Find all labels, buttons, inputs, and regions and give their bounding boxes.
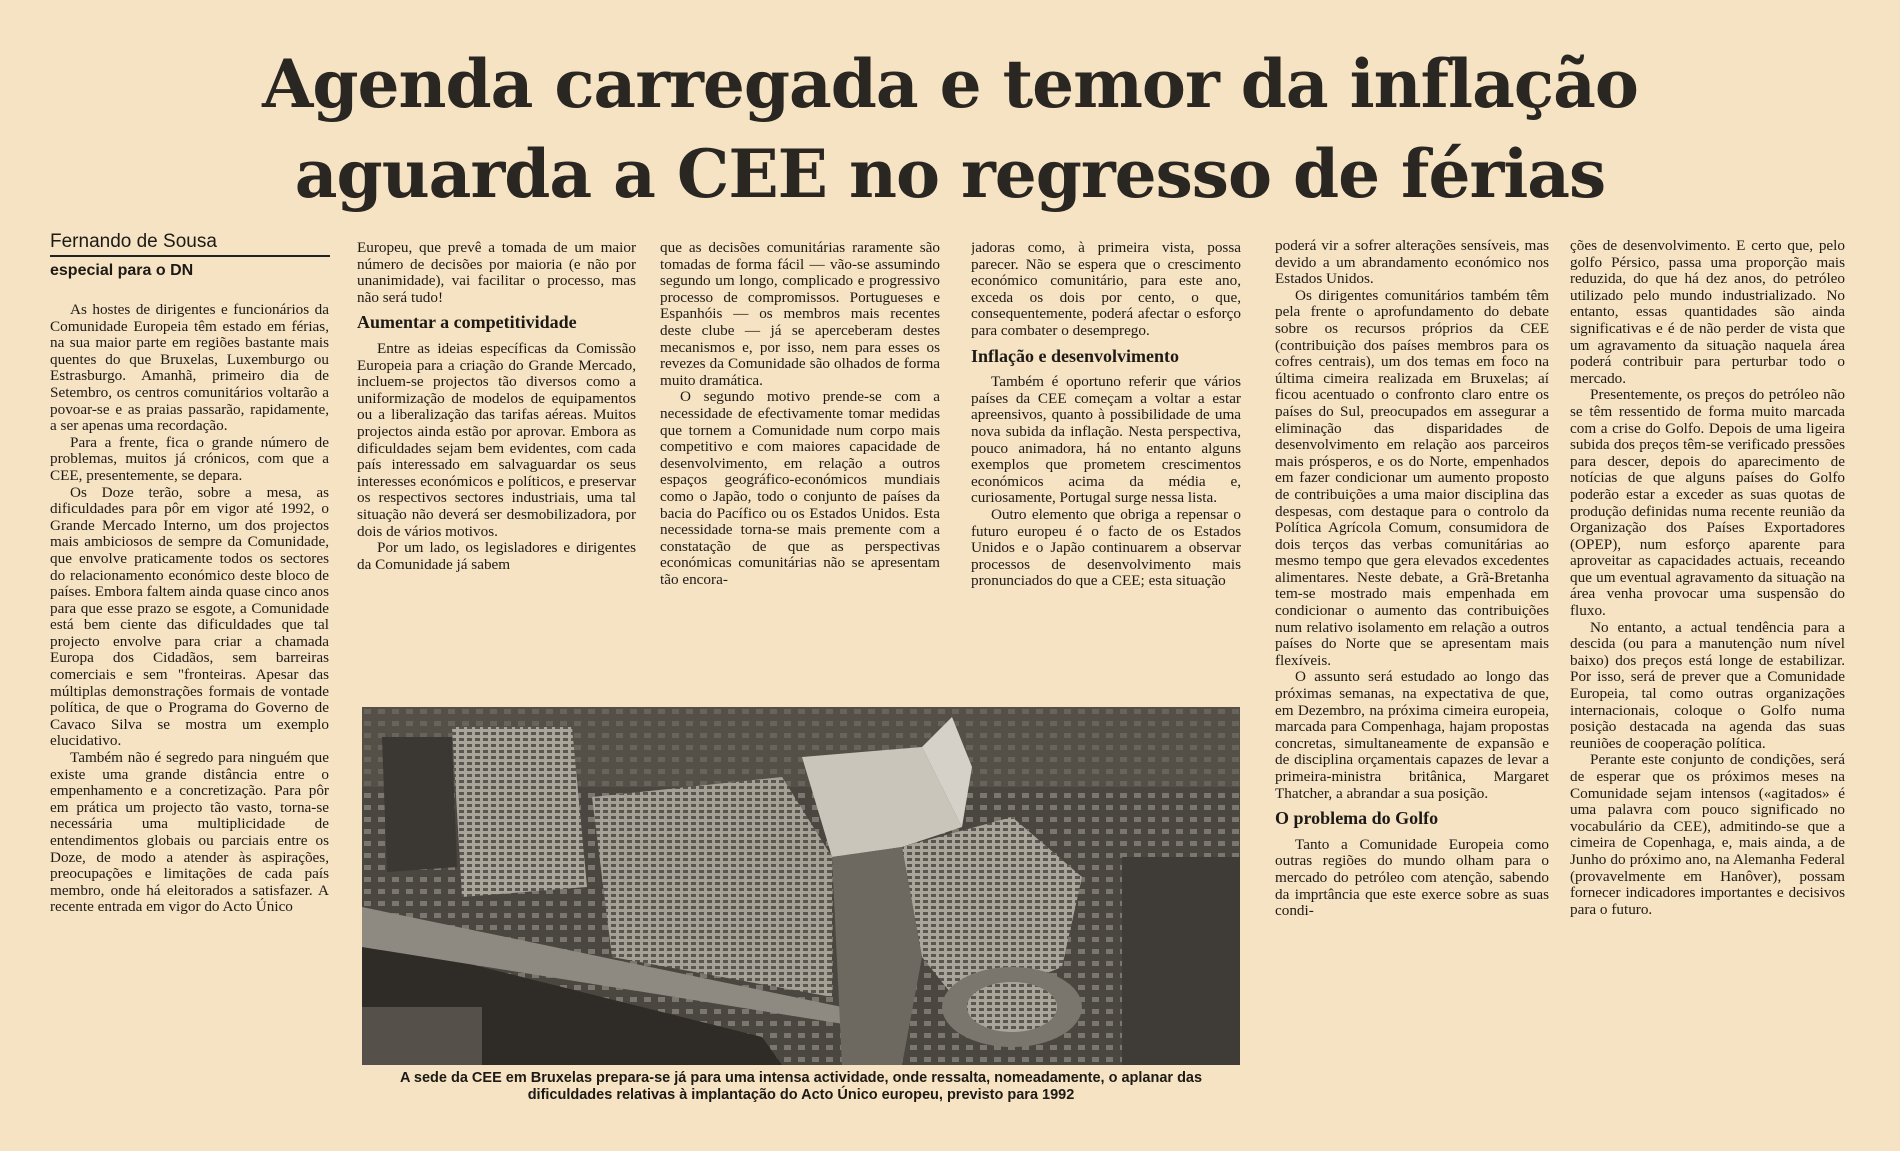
paragraph: No entanto, a actual tendência para a descida (ou para a manutenção num nível baixo) dos preços está longe de estabilizar. Por isso, será de prever que a Comunidade Europeia, tal como outras organizações internacionais, coloque o Golfo numa posição destacada na agenda das suas reuniões de cooperação política. [1570,618,1845,752]
aerial-building-image [362,707,1240,1065]
section-heading: Inflação e desenvolvimento [971,345,1179,366]
caption-line-2: dificuldades relativas à implantação do Acto Único europeu, previsto para 1992 [527,1087,1075,1103]
paragraph: Para a frente, fica o grande número de problemas, muitos já crónicos, com que a CEE, presentemente, se depara. [50,433,329,484]
headline-line-1: Agenda carregada e temor da inflação [262,45,1638,123]
paragraph: jadoras como, à primeira vista, possa parecer. Não se espera que o crescimento económico comunitário, para este ano, exceda os dois por cento, o que, consequentemente, poderá afectar o esforço para combater o desemprego. [971,240,1241,339]
paragraph: O segundo motivo prende-se com a necessidade de efectivamente tomar medidas que tornem a Comunidade num corpo mais competitivo e com maiores capacidade de desenvolvimento, em relação a outros espaços geográfico-económicos mundiais como o Japão, todo o conjunto de países da bacia do Pacífico ou os Estados Unidos. Esta necessidade torna-se mais premente com a constatação de que as perspectivas económicas comunitárias não se apresentam tão encora- [660,388,940,588]
paragraph: Tanto a Comunidade Europeia como outras regiões do mundo olham para o mercado do petróleo com atenção, sabendo da imprtância que este exerce sobre as suas condi- [1275,835,1549,920]
paragraph: ções de desenvolvimento. E certo que, pelo golfo Pérsico, passa uma proporção mais reduzida, do que há dez anos, do petróleo utilizado pelo mundo industrializado. No entanto, essas quantidades são ainda significativas e é de não perder de vista que um agravamento da situação naquela área poderá contribuir para perturbar todo o mercado. [1570,238,1845,387]
article-column-4 [971,240,1241,700]
section-heading: O problema do Golfo [1275,808,1439,829]
paragraph: Também é oportuno referir que vários países da CEE começam a voltar a estar apreensivos, quanto à possibilidade de uma nova subida da inflação. Nesta perspectiva, pouco animadora, há no entanto alguns exemplos que prometem crescimentos económicos acima da média e, curiosamente, Portugal surge nessa lista. [971,373,1241,507]
byline-special: especial para o DN [50,262,194,279]
caption-line-1: A sede da CEE em Bruxelas prepara-se já para uma intensa actividade, onde ressalta, nomeadamente, o aplanar das [399,1070,1203,1086]
article-column-2 [357,240,636,700]
paragraph: Europeu, que prevê a tomada de um maior número de decisões por maioria (e não por unanimidade), vai facilitar o processo, mas não será tudo! [357,240,636,306]
photo-caption [362,1070,1240,1104]
byline-author: Fernando de Sousa [50,231,330,257]
paragraph: que as decisões comunitárias raramente são tomadas de forma fácil — vão-se assumindo segundo um longo, complicado e progressivo processo de compromissos. Portugueses e Espanhóis — os membros mais recentes deste clube — já se aperceberam destes mecanismos e, por isso, nem para esses os revezes da Comunidade são olhados de forma muito dramática. [660,240,940,389]
section-heading: Aumentar a competitividade [357,312,577,333]
paragraph: Presentemente, os preços do petróleo não se têm ressentido de forma muito marcada com a crise do Golfo. Depois de uma ligeira subida dos preços têm-se verificado pressões para descer, depois do aparecimento de notícias de que alguns países do Golfo poderão estar a exceder as suas quotas de produção definidas numa recente reunião da Organização dos Países Exportadores (OPEP), num esforço aparente para aproveitar as capacidades actuais, receando que um eventual agravamento da situação na área venha provocar uma suspensão do fluxo. [1570,386,1845,620]
paragraph: As hostes de dirigentes e funcionários da Comunidade Europeia têm estado em férias, na sua maior parte em regiões bastante mais quentes do que Bruxelas, Luxemburgo ou Estrasburgo. Amanhã, primeiro dia de Setembro, os centros comunitários voltarão a povoar-se e as praias passarão, rapidamente, a ser apenas uma recordação. [50,302,329,435]
article-column-5 [1275,238,1549,1108]
paragraph: Entre as ideias específicas da Comissão Europeia para a criação do Grande Mercado, incluem-se projectos tão diversos como a uniformização de modelos de equipamentos ou a liberalização das tarifas aéreas. Muitos projectos ainda estão por aprovar. Embora as dificuldades sejam bem evidentes, com cada país interessado em salvaguardar os seus interesses económicos e políticos, e preservar os respectivos sectores industriais, uma tal situação não deverá ser desmobilizadora, por dois de vários motivos. [357,339,636,540]
paragraph: Por um lado, os legisladores e dirigentes da Comunidade já sabem [357,539,636,573]
paragraph: Os Doze terão, sobre a mesa, as dificuldades para pôr em vigor até 1992, o Grande Mercado Interno, um dos projectos mais ambiciosos de sempre da Comunidade, que envolve praticamente todos os sectores do relacionamento económico deste bloco de países. Embora faltem ainda quase cinco anos para que esse prazo se esgote, a Comunidade está bem ciente das dificuldades que tal projecto envolve para criar a chamada Europa dos Cidadãos, sem barreiras comerciais e sem "fronteiras. Apesar das múltiplas demonstrações formais de vontade política, de que o Programa do Governo de Cavaco Silva se mostra um exemplo elucidativo. [50,483,329,750]
cee-headquarters-photo [362,707,1240,1065]
headline-line-2: aguarda a CEE no regresso de férias [294,135,1606,213]
paragraph: Perante este conjunto de condições, será de esperar que os próximos meses na Comunidade sejam intensos («agitados» é uma palavra com pouco significado no vocabulário da CEE), admitindo-se que a cimeira de Copenhaga, e, mais ainda, a de Junho do próximo ano, na Alemanha Federal (provavelmente em Hanôver), possam fornecer indicadores importantes e decisivos para o futuro. [1570,751,1845,918]
paragraph: Os dirigentes comunitários também têm pela frente o aprofundamento do debate sobre os recursos próprios da CEE (contribuição dos países membros para os cofres centrais), um dos temas em foco na última cimeira realizada em Bruxelas; aí ficou acentuado o confronto claro entre os países do Sul, preocupados em assegurar a eliminação das disparidades de desenvolvimento em relação aos parceiros mais prósperos, e os do Norte, empenhados em fazer condicionar um aumento proposto de contribuições a uma maior disciplina das despesas, com destaque para o controlo da Política Agrícola Comum, consumidora de dois terços das verbas comunitárias ao mesmo tempo que gera elevados excedentes alimentares. Neste debate, a Grã-Bretanha tem-se mostrado mais empenhada em condicionar o aumento das contribuições num relativo isolamento em relação a outros países do Norte que se apresentam mais flexíveis. [1275,286,1549,669]
paragraph: poderá vir a sofrer alterações sensíveis, mas devido a um abrandamento económico nos Estados Unidos. [1275,238,1549,288]
paragraph: Também não é segredo para ninguém que existe uma grande distância entre o empenhamento e a concretização. Para pôr em prática um projecto tão vasto, torna-se necessária uma multiplicidade de entendimentos globais ou parciais entre os Doze, de modo a atender às aspirações, preocupações e limitações de cada país membro, onde há eleitorados a satisfazer. A recente entrada em vigor do Acto Único [50,749,329,916]
article-column-6 [1570,238,1845,1108]
paragraph: O assunto será estudado ao longo das próximas semanas, na expectativa de que, em Dezembro, na próxima cimeira europeia, marcada para Compenhaga, hajam propostas concretas, simultaneamente de expansão e de disciplina orçamentais capazes de levar a primeira-ministra britânica, Margaret Thatcher, a abrandar a sua posição. [1275,668,1549,802]
article-column-1 [50,302,329,1107]
paragraph: Outro elemento que obriga a repensar o futuro europeu é o facto de os Estados Unidos e o Japão continuarem a observar processos de desenvolvimento mais pronunciados do que a CEE; esta situação [971,505,1241,590]
article-column-3 [660,240,940,700]
